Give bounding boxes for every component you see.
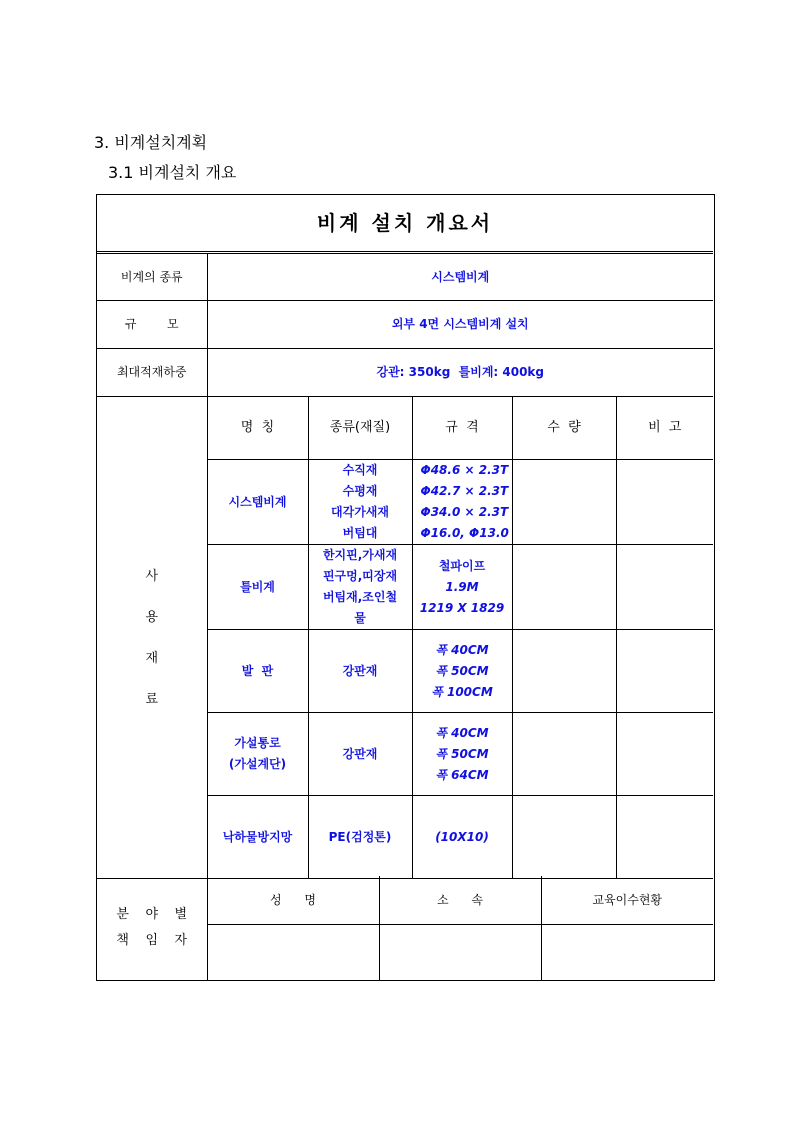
header-training-status: 교육이수현황 xyxy=(541,876,713,924)
item-remarks xyxy=(616,713,713,796)
item-name: 발 판 xyxy=(207,630,308,713)
overview-table xyxy=(97,195,713,879)
affiliation-field[interactable] xyxy=(379,924,541,980)
type-label: 비계의 종류 xyxy=(97,253,207,301)
item-name: 가설통로 (가설계단) xyxy=(207,713,308,796)
training-status-field[interactable] xyxy=(541,924,713,980)
header-kind: 종류(재질) xyxy=(308,397,412,460)
item-spec: 철파이프 1.9M 1219 X 1829 xyxy=(412,545,512,630)
scale-label: 규 모 xyxy=(97,301,207,349)
materials-side-label: 사 용 재 료 xyxy=(97,397,207,879)
item-spec: Φ48.6 × 2.3T Φ42.7 × 2.3T Φ34.0 × 2.3T Φ16.0, Φ13.0 xyxy=(412,460,512,545)
item-quantity xyxy=(512,545,616,630)
item-kind: PE(검정톤) xyxy=(308,796,412,879)
item-kind: 한지핀,가새재 핀구멍,띠장재 버팀재,조인철 물 xyxy=(308,545,412,630)
item-remarks xyxy=(616,545,713,630)
item-quantity xyxy=(512,630,616,713)
header-person-name: 성 명 xyxy=(207,876,379,924)
item-kind: 수직재 수평재 대각가새재 버팀대 xyxy=(308,460,412,545)
item-remarks xyxy=(616,460,713,545)
person-name-field[interactable] xyxy=(207,924,379,980)
item-quantity xyxy=(512,460,616,545)
header-affiliation: 소 속 xyxy=(379,876,541,924)
header-quantity: 수 량 xyxy=(512,397,616,460)
section-heading: 3. 비계설치계획 xyxy=(94,133,208,152)
load-label: 최대적재하중 xyxy=(97,349,207,397)
item-remarks xyxy=(616,796,713,879)
load-value: 강관: 350kg 틀비계: 400kg xyxy=(207,349,713,397)
subsection-heading: 3.1 비계설치 개요 xyxy=(108,163,237,182)
responsible-table xyxy=(97,876,713,980)
responsible-side-label: 분 야 별 책 임 자 xyxy=(97,876,207,980)
item-name: 낙하물방지망 xyxy=(207,796,308,879)
item-spec: 폭 40CM 폭 50CM 폭 100CM xyxy=(412,630,512,713)
header-name: 명 칭 xyxy=(207,397,308,460)
scale-value: 외부 4면 시스템비계 설치 xyxy=(207,301,713,349)
type-value: 시스템비계 xyxy=(207,253,713,301)
item-kind: 강판재 xyxy=(308,630,412,713)
item-quantity xyxy=(512,713,616,796)
item-spec: 폭 40CM 폭 50CM 폭 64CM xyxy=(412,713,512,796)
item-remarks xyxy=(616,630,713,713)
item-spec: (10X10) xyxy=(412,796,512,879)
item-kind: 강판재 xyxy=(308,713,412,796)
scaffold-overview-form xyxy=(96,194,715,981)
item-quantity xyxy=(512,796,616,879)
item-name: 시스템비계 xyxy=(207,460,308,545)
header-remarks: 비 고 xyxy=(616,397,713,460)
item-name: 틀비계 xyxy=(207,545,308,630)
form-title: 비계 설치 개요서 xyxy=(97,195,713,253)
header-spec: 규 격 xyxy=(412,397,512,460)
